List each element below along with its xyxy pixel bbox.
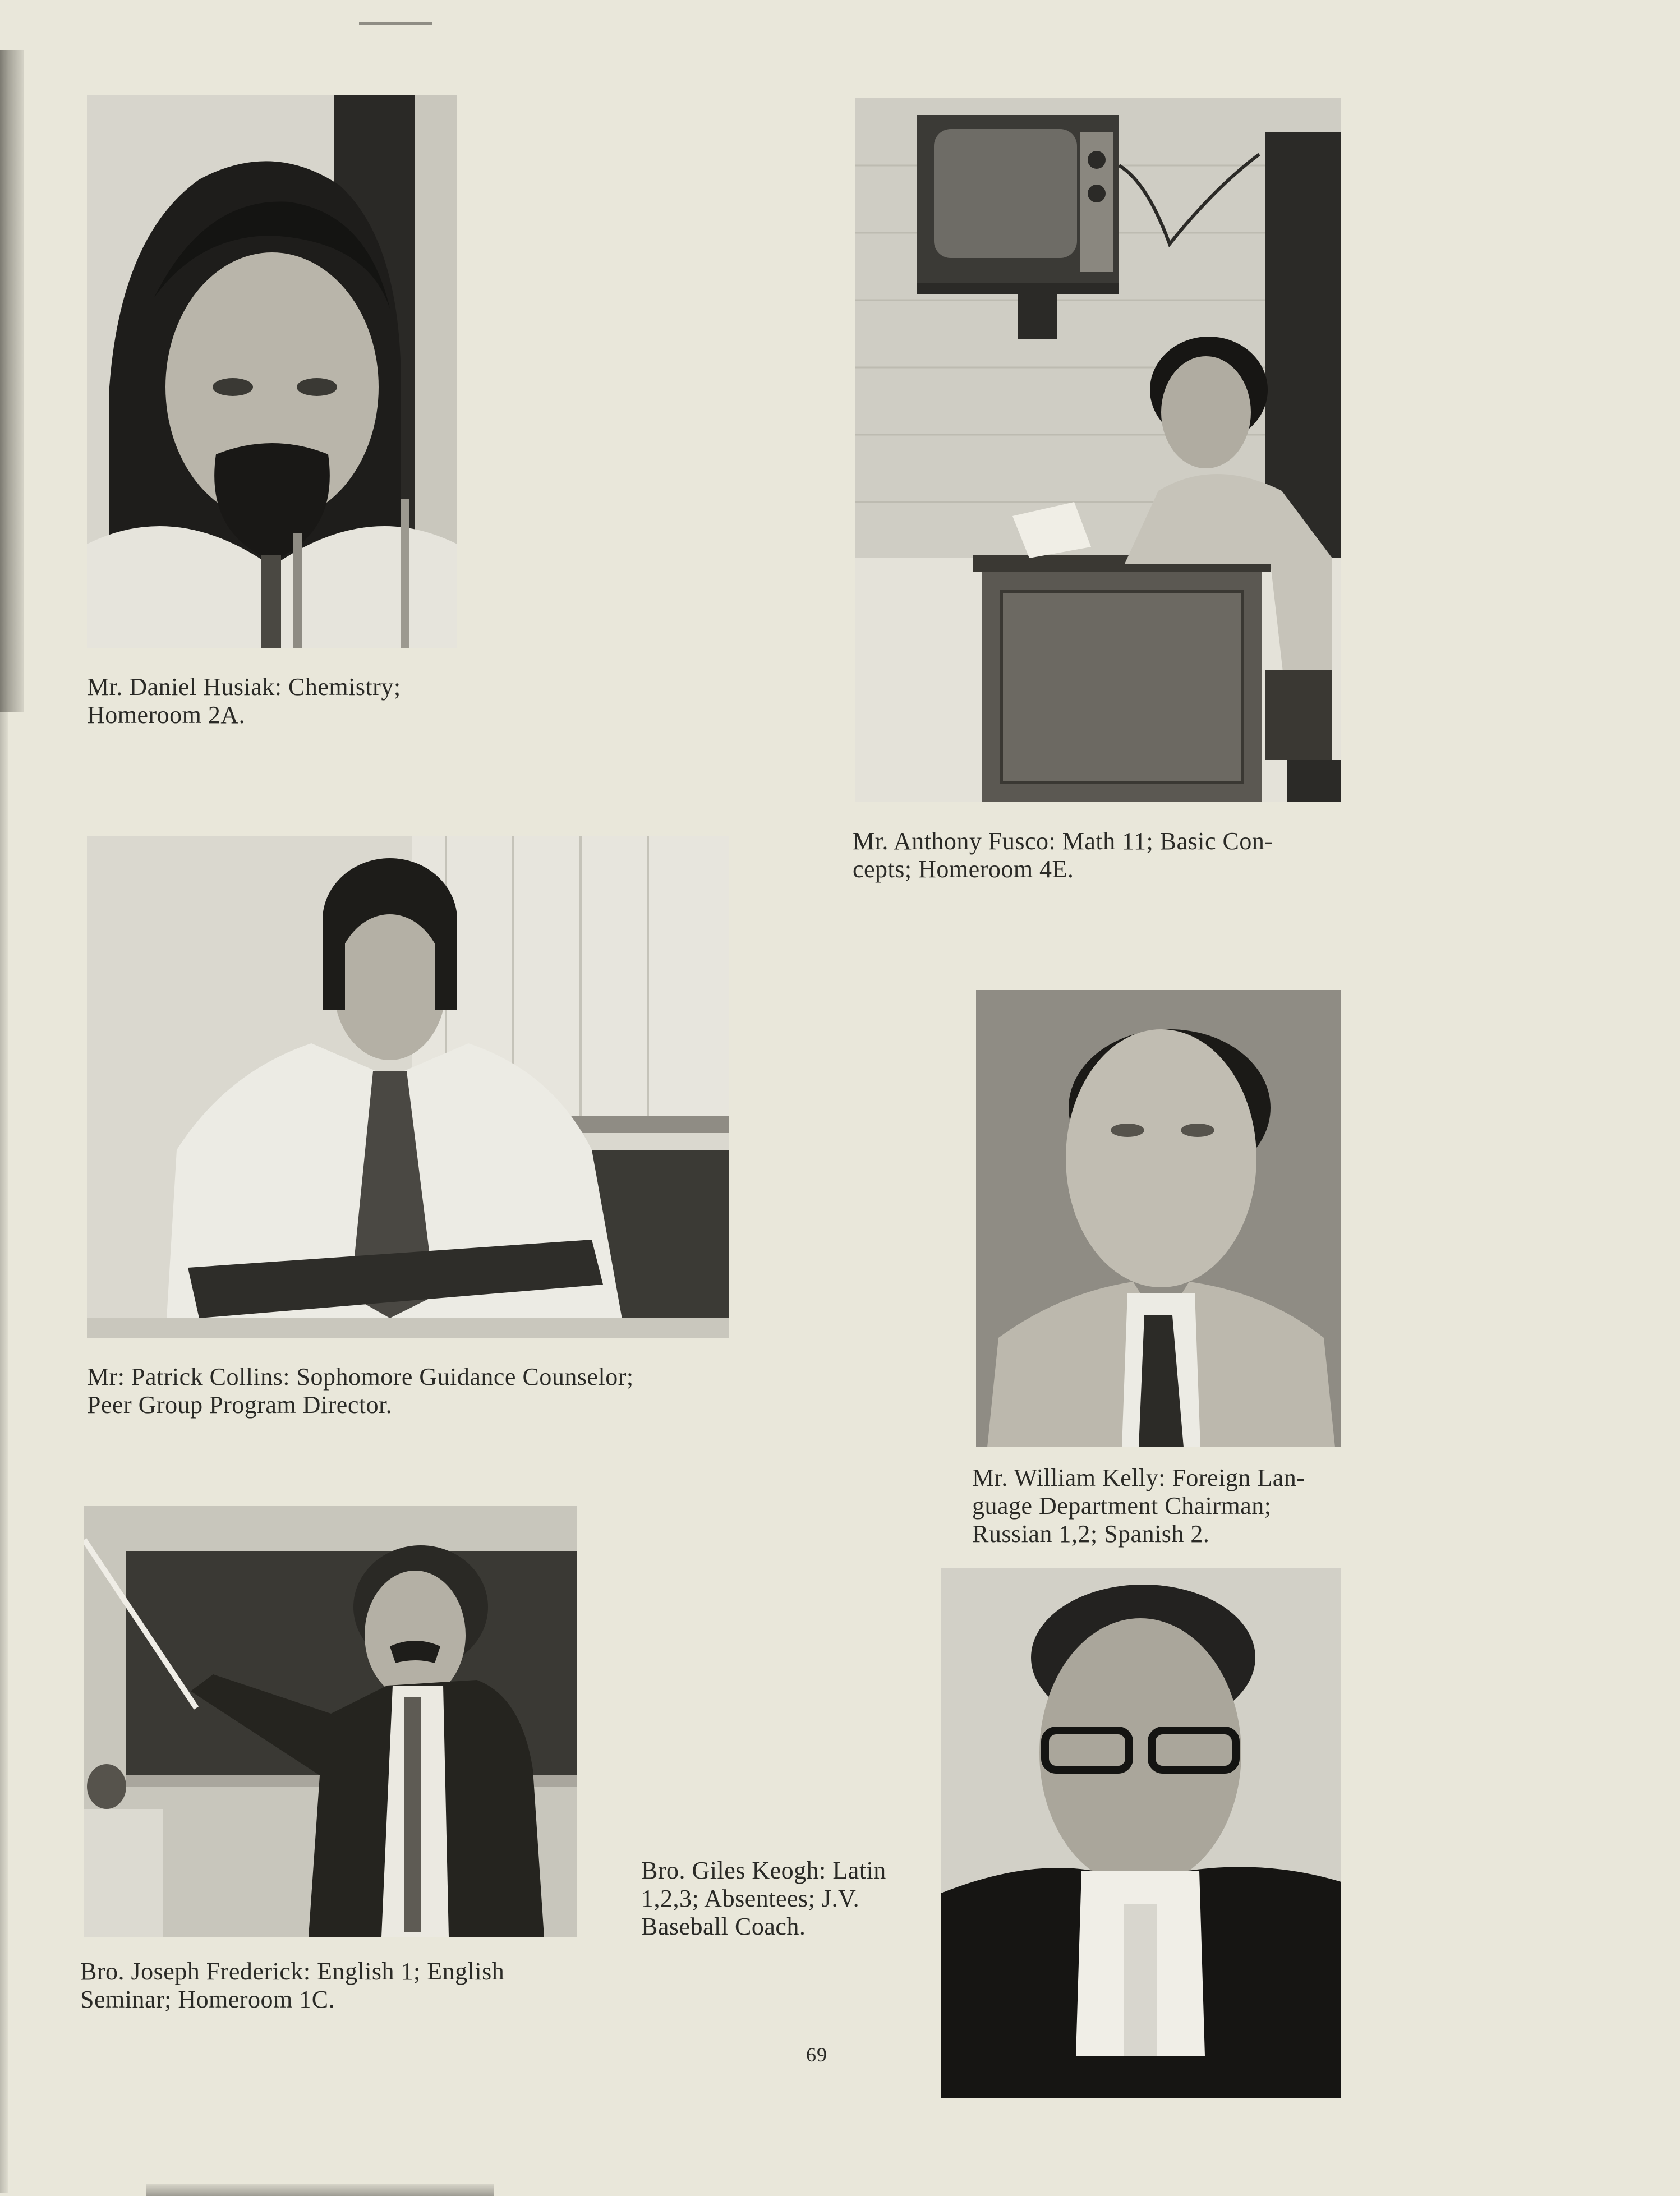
caption-kelly-line2: guage Department Chairman; (972, 1492, 1272, 1520)
caption-husiak-line2: Homeroom 2A. (87, 701, 246, 729)
caption-fusco-line1: Mr. Anthony Fusco: Math 11; Basic Con- (853, 827, 1273, 855)
adjacent-page-edge-lower (0, 712, 8, 2193)
print-mark (359, 22, 432, 25)
caption-keogh (641, 1857, 916, 1941)
caption-frederick-line2: Seminar; Homeroom 1C. (80, 1986, 335, 2013)
photo-fusco (855, 98, 1341, 802)
photo-collins (87, 836, 729, 1338)
caption-keogh-line2: 1,2,3; Absentees; J.V. (641, 1885, 860, 1912)
adjacent-page-edge (0, 50, 24, 712)
caption-fusco-line2: cepts; Homeroom 4E. (853, 855, 1074, 883)
photo-kelly (976, 990, 1341, 1447)
photo-keogh (941, 1568, 1341, 2098)
photo-husiak (87, 95, 457, 648)
caption-husiak-line1: Mr. Daniel Husiak: Chemistry; (87, 673, 401, 701)
caption-frederick-line1: Bro. Joseph Frederick: English 1; English (80, 1958, 505, 1985)
binding-shadow (146, 2184, 494, 2196)
caption-fusco (853, 827, 1341, 883)
caption-kelly-line3: Russian 1,2; Spanish 2. (972, 1520, 1210, 1548)
caption-frederick (80, 1958, 574, 2014)
caption-collins-line1: Mr: Patrick Collins: Sophomore Guidance Counselor; (87, 1363, 634, 1391)
caption-collins (87, 1363, 726, 1419)
caption-collins-line2: Peer Group Program Director. (87, 1391, 393, 1419)
caption-kelly-line1: Mr. William Kelly: Foreign Lan- (972, 1464, 1305, 1491)
caption-keogh-line3: Baseball Coach. (641, 1913, 806, 1940)
photo-frederick (84, 1506, 577, 1937)
caption-kelly (972, 1464, 1340, 1548)
page-number: 69 (806, 2043, 827, 2066)
caption-keogh-line1: Bro. Giles Keogh: Latin (641, 1857, 886, 1884)
caption-husiak (87, 673, 468, 729)
